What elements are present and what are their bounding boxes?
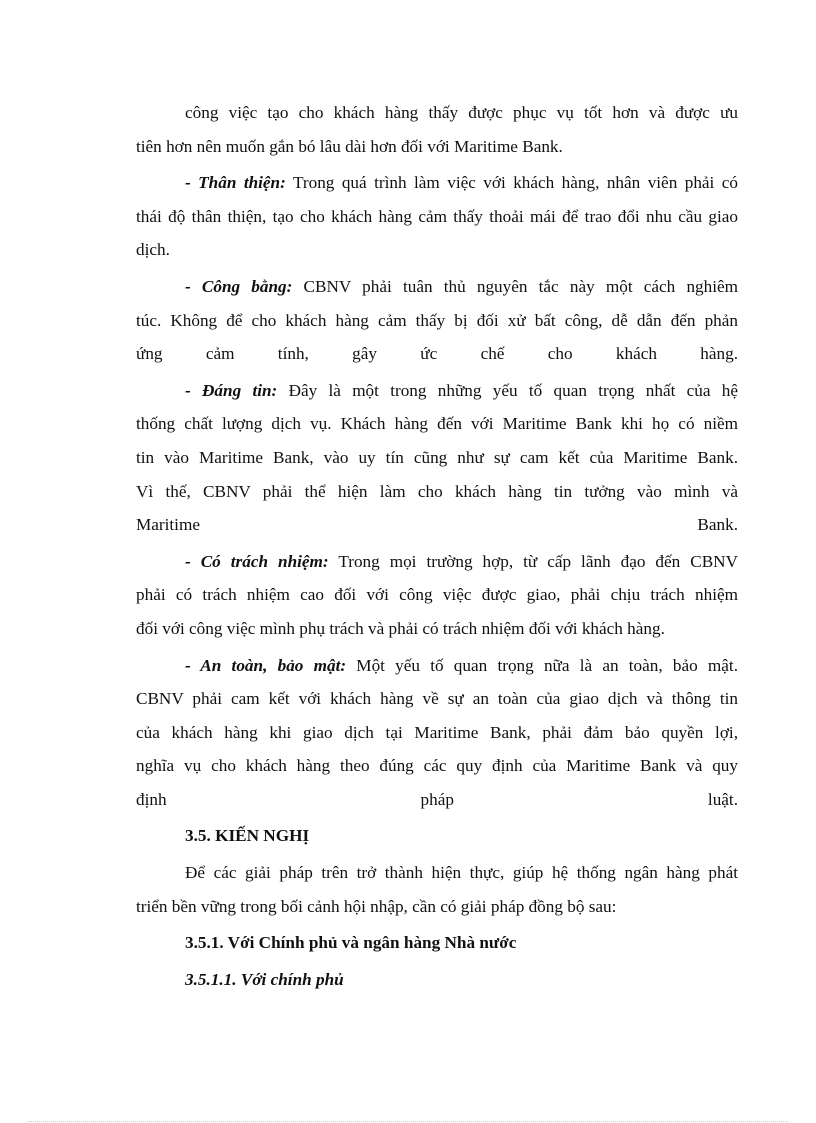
- p6-label: - An toàn, bảo mật:: [185, 655, 347, 675]
- p3-line-3: ứng cảm tính, gây ức chế cho khách hàng.: [136, 344, 738, 364]
- p3-line-1: [136, 270, 738, 304]
- p5-text-1: Trong mọi trường hợp, từ cấp lãnh đạo đến CBNV: [328, 551, 739, 571]
- p4-line-1: [136, 374, 738, 408]
- footer-rule: [28, 1121, 788, 1122]
- p5-line-3: đối với công việc mình phụ trách và phải có trách nhiệm đối với khách hàng.: [136, 618, 665, 638]
- section-heading-3-5-1-1: 3.5.1.1. Với chính phủ: [185, 969, 344, 989]
- p6-line-4: nghĩa vụ cho khách hàng theo đúng các quy định của Maritime Bank và quy: [136, 756, 738, 776]
- p1-line-1: công việc tạo cho khách hàng thấy được phục vụ tốt hơn và được ưu: [185, 103, 738, 122]
- p7-line-2: triển bền vững trong bối cảnh hội nhập, cần có giải pháp đồng bộ sau:: [136, 896, 617, 916]
- p6-line-5: định pháp luật.: [136, 789, 738, 809]
- p2-line-2: thái độ thân thiện, tạo cho khách hàng cảm thấy thoải mái để trao đổi nhu cầu giao: [136, 206, 738, 226]
- section-heading-3-5: 3.5. KIẾN NGHỊ: [185, 826, 310, 846]
- p3-line-2: túc. Không để cho khách hàng cảm thấy bị đối xử bất công, dễ dẫn đến phản: [136, 310, 738, 330]
- p6-text-1: Một yếu tố quan trọng nữa là an toàn, bảo mật.: [346, 655, 739, 675]
- p6-line-3: của khách hàng khi giao dịch tại Maritime Bank, phải đảm bảo quyền lợi,: [136, 722, 738, 742]
- p4-line-3: tin vào Maritime Bank, vào uy tín cũng như sự cam kết của Maritime Bank.: [136, 447, 738, 467]
- p4-text-1: Đây là một trong những yếu tố quan trọng nhất của hệ: [277, 380, 738, 400]
- p5-line-1: [136, 545, 738, 579]
- p6-line-2: CBNV phải cam kết với khách hàng về sự an toàn của giao dịch và thông tin: [136, 689, 738, 709]
- p2-line-1: [136, 166, 738, 200]
- p4-line-5: Maritime Bank.: [136, 515, 738, 535]
- p5-line-2: phải có trách nhiệm cao đối với công việc được giao, phải chịu trách nhiệm: [136, 585, 738, 605]
- p3-text-1: CBNV phải tuân thủ nguyên tắc này một cách nghiêm: [292, 276, 739, 296]
- p5-label: - Có trách nhiệm:: [185, 551, 329, 571]
- p2-label: - Thân thiện:: [185, 173, 286, 193]
- p2-text-1: Trong quá trình làm việc với khách hàng, nhân viên phải có: [285, 173, 738, 193]
- p2-line-3: dịch.: [136, 240, 170, 260]
- p7-line-1: Để các giải pháp trên trở thành hiện thực, giúp hệ thống ngân hàng phát: [185, 863, 738, 883]
- p4-label: - Đáng tin:: [185, 380, 278, 400]
- p4-line-4: Vì thế, CBNV phải thể hiện làm cho khách hàng tin tưởng vào mình và: [136, 481, 738, 501]
- p1-line-2: tiên hơn nên muốn gắn bó lâu dài hơn đối với Maritime Bank.: [136, 136, 563, 156]
- section-heading-3-5-1: 3.5.1. Với Chính phủ và ngân hàng Nhà nước: [185, 933, 517, 953]
- p4-line-2: thống chất lượng dịch vụ. Khách hàng đến với Maritime Bank khi họ có niềm: [136, 414, 738, 434]
- p6-line-1: [136, 649, 738, 683]
- document-page: [136, 96, 738, 996]
- p3-label: - Công bằng:: [185, 276, 293, 296]
